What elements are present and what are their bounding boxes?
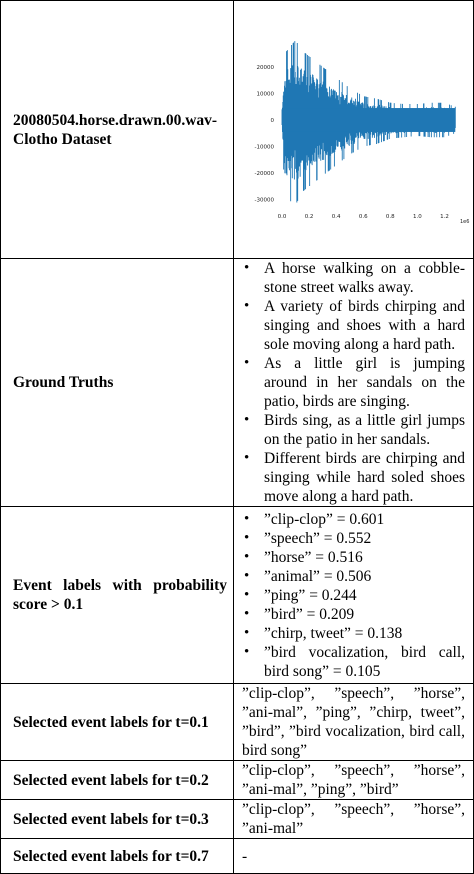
t02-row [1,761,474,800]
x-tick-label: 0.6 [358,214,368,220]
ground-truths-row [1,259,474,507]
event-label-item: • ”chirp, tweet” = 0.138 [264,624,465,643]
waveform-cell [234,1,474,259]
x-tick-label: 0.4 [331,214,341,220]
t03-label: Selected event labels for t=0.3 [1,800,234,839]
t07-row [1,839,474,874]
event-label-item: • ”bird” = 0.209 [264,605,465,624]
event-label-item: • ”ping” = 0.244 [264,586,465,605]
event-labels-label: Event labels with probability score > 0.1 [1,507,234,684]
event-label-item: • ”speech” = 0.552 [264,529,465,548]
event-labels-list [242,510,465,681]
audio-file-name: 20080504.horse.drawn.00.wav- [13,111,218,129]
waveform-core-band [282,108,455,132]
y-tick-label: -20000 [254,171,274,178]
x-tick-label: 0.0 [277,214,287,220]
audio-name-cell [1,1,234,259]
ground-truth-item: • As a little girl is jumping around in her sandals on the patio, birds are singing. [264,354,465,411]
y-tick-label: -10000 [254,144,274,151]
t03-value: ”clip-clop”, ”speech”, ”horse”, ”ani-mal” [234,800,474,839]
ground-truths-label: Ground Truths [1,259,234,507]
event-label-item: • ”animal” = 0.506 [264,567,465,586]
y-tick-label: 20000 [256,64,274,71]
ground-truth-item: • Different birds are chirping and singing while hard soled shoes move along a hard path. [264,449,465,506]
event-label-item: • ”bird vocalization, bird call, bird song” = 0.105 [264,643,465,681]
ground-truths-list [242,259,465,506]
event-label-item: • ”horse” = 0.516 [264,548,465,567]
waveform-chart [234,1,474,253]
ground-truth-item: • A variety of birds chirping and singing and shoes with a hard sole moving along a hard path. [264,297,465,354]
t02-value: ”clip-clop”, ”speech”, ”horse”, ”ani-mal”, ”ping”, ”bird” [234,761,474,800]
t07-label: Selected event labels for t=0.7 [1,839,234,874]
x-tick-label: 0.2 [304,214,314,220]
y-tick-label: 0 [270,118,274,124]
y-tick-label: -30000 [254,197,274,204]
t01-label: Selected event labels for t=0.1 [1,684,234,761]
x-tick-label: 0.8 [385,214,395,220]
x-tick-label: 1.2 [440,214,449,220]
event-labels-row [1,507,474,684]
t01-row [1,684,474,761]
event-label-item: • ”clip-clop” = 0.601 [264,510,465,529]
dataset-name: Clotho Dataset [13,130,112,148]
x-unit-label: 1e6 [460,219,470,225]
t07-value: - [234,839,474,874]
audio-row [1,1,474,259]
ground-truth-item: • A horse walking on a cobble-stone street walks away. [264,259,465,297]
t03-row [1,800,474,839]
t02-label: Selected event labels for t=0.2 [1,761,234,800]
ground-truths-cell [234,259,474,507]
event-labels-cell [234,507,474,684]
y-tick-label: 10000 [256,91,274,98]
x-tick-label: 1.0 [413,214,422,220]
ground-truth-item: • Birds sing, as a little girl jumps on the patio in her sandals. [264,411,465,449]
t01-value: ”clip-clop”, ”speech”, ”horse”, ”ani-mal”, ”ping”, ”chirp, tweet”, ”bird”, ”bird vocalization, bird call, bird song” [234,684,474,761]
